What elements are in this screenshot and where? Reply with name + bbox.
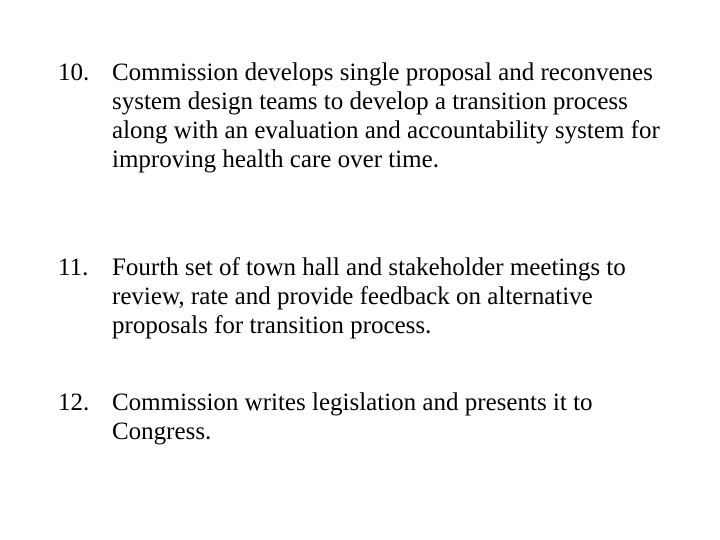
list-item-number: 12. [58, 389, 90, 416]
list-item-text: Commission writes legislation and presents it to Congress. [112, 389, 593, 445]
list-item [58, 253, 668, 340]
list-item [58, 388, 668, 446]
list-item-number: 10. [58, 59, 90, 86]
list-item-text: Commission develops single proposal and reconvenes system design teams to develop a transition process along with an evaluation and accountability system for improving health care over time. [112, 59, 660, 173]
list-item-text: Fourth set of town hall and stakeholder meetings to review, rate and provide feedback on alternative proposals for transition process. [112, 254, 626, 339]
list-item [58, 58, 668, 174]
list-item-number: 11. [58, 254, 89, 281]
